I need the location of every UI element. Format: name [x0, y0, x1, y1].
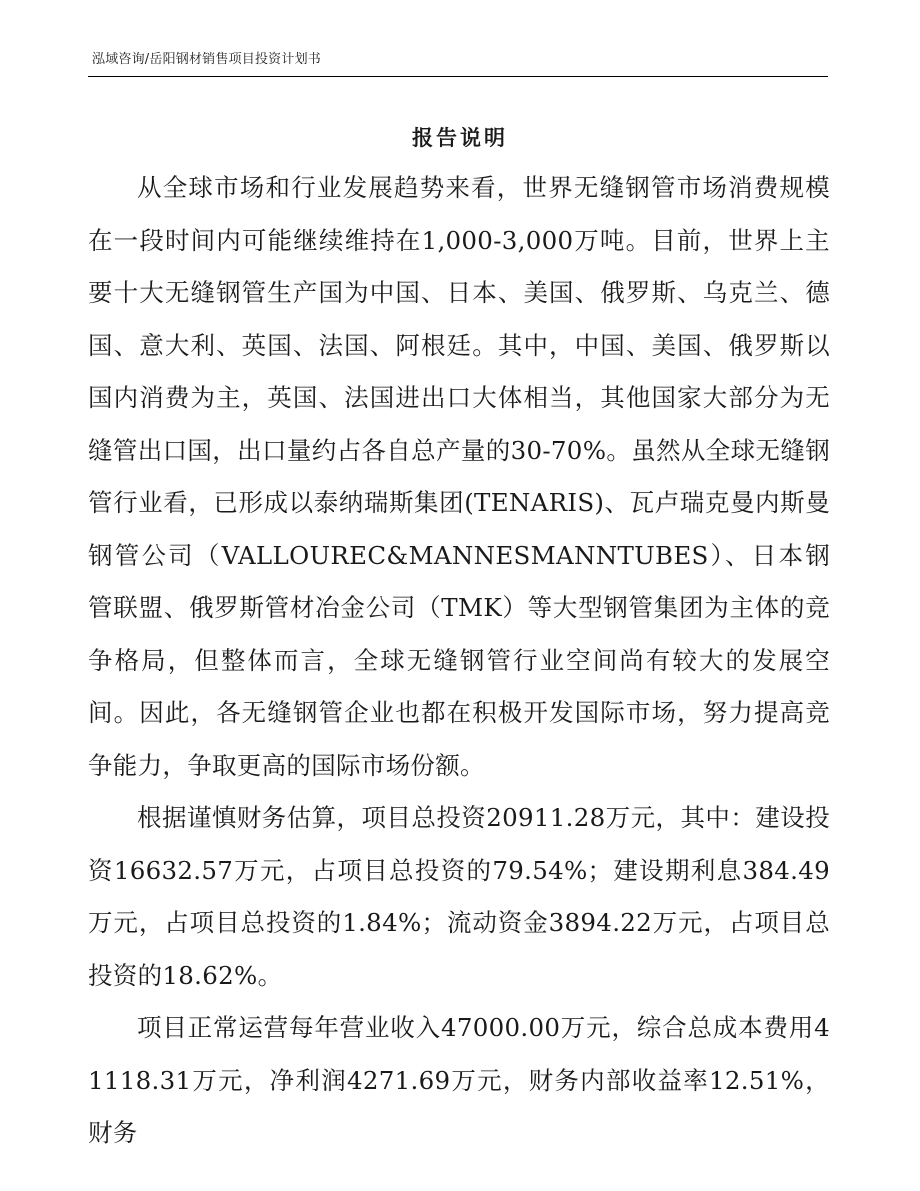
running-header: 泓域咨询/岳阳钢材销售项目投资计划书 [92, 52, 321, 67]
section-title: 报告说明 [412, 126, 508, 150]
paragraph-market-overview: 从全球市场和行业发展趋势来看，世界无缝钢管市场消费规模在一段时间内可能继续维持在1,000-3,000万吨。目前，世界上主要十大无缝钢管生产国为中国、日本、美国、俄罗斯、乌克兰、德国、意大利、英国、法国、阿根廷。其中，中国、美国、俄罗斯以国内消费为主，英国、法国进出口大体相当，其他国家大部分为无缝管出口国，出口量约占各自总产量的30-70%。虽然从全球无缝钢管行业看，已形成以泰纳瑞斯集团(TENARIS)、瓦卢瑞克曼内斯曼钢管公司（VALLOUREC&MANNESMANNTUBES）、日本钢管联盟、俄罗斯管材冶金公司（TMK）等大型钢管集团为主体的竞争格局，但整体而言，全球无缝钢管行业空间尚有较大的发展空间。因此，各无缝钢管企业也都在积极开发国际市场，努力提高竞争能力，争取更高的国际市场份额。 [88, 173, 830, 780]
paragraph-investment-estimate: 根据谨慎财务估算，项目总投资20911.28万元，其中：建设投资16632.57万元，占项目总投资的79.54%；建设期利息384.49万元，占项目总投资的1.84%；流动资金3894.22万元，占项目总投资的18.62%。 [88, 803, 830, 990]
document-body [88, 162, 830, 1160]
header-divider [88, 76, 828, 77]
paragraph-operating-revenue: 项目正常运营每年营业收入47000.00万元，综合总成本费用41118.31万元，净利润4271.69万元，财务内部收益率12.51%，财务 [88, 1013, 830, 1147]
